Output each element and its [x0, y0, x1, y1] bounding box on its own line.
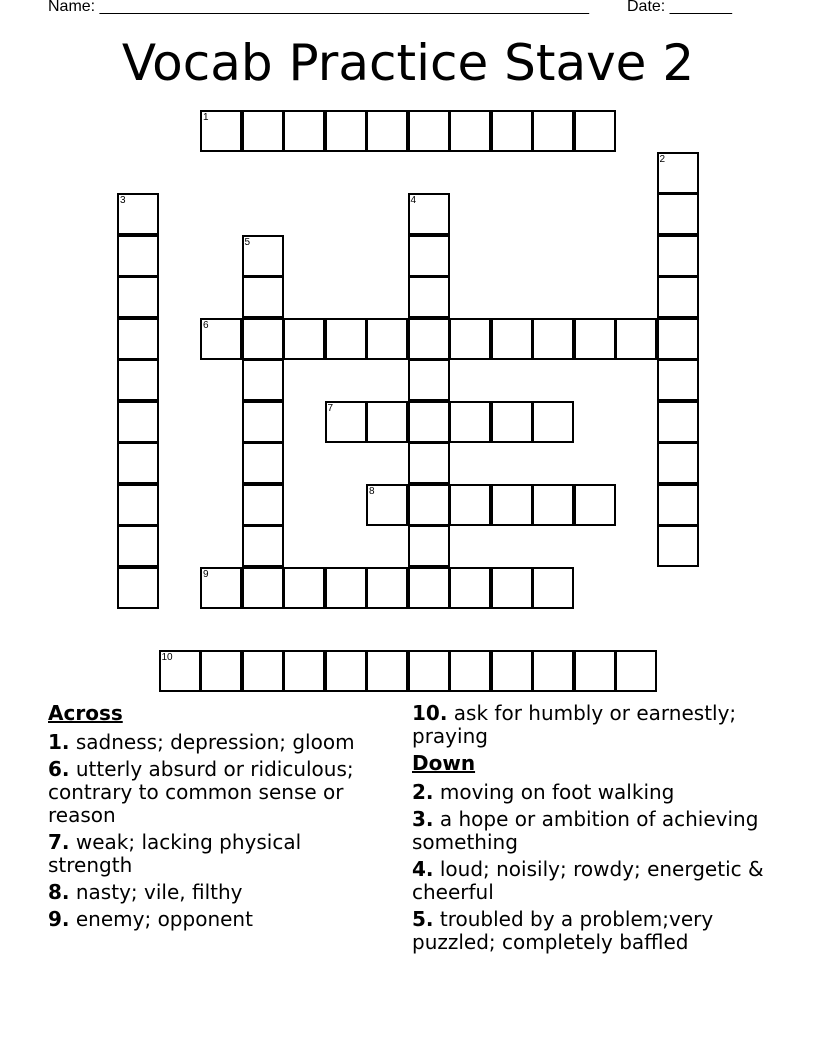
clue-number-label: 6 — [203, 319, 209, 331]
clue-text: weak; lacking physical strength — [48, 830, 302, 877]
crossword-cell[interactable] — [657, 318, 699, 360]
crossword-cell[interactable] — [449, 401, 491, 443]
crossword-cell[interactable] — [657, 484, 699, 526]
clue-text: sadness; depression; gloom — [75, 730, 355, 754]
crossword-cell[interactable] — [574, 650, 616, 692]
crossword-cell[interactable] — [532, 401, 574, 443]
crossword-cell[interactable] — [408, 484, 450, 526]
crossword-cell[interactable] — [325, 567, 367, 609]
crossword-cell[interactable] — [283, 318, 325, 360]
crossword-cell[interactable] — [117, 193, 159, 235]
clue-number: 9. — [48, 907, 70, 931]
clue-text: ask for humbly or earnestly; praying — [412, 701, 737, 748]
crossword-cell[interactable] — [242, 318, 284, 360]
clue-number: 6. — [48, 757, 70, 781]
crossword-cell[interactable] — [491, 650, 533, 692]
crossword-cell[interactable] — [117, 235, 159, 277]
crossword-cell[interactable] — [117, 276, 159, 318]
crossword-cell[interactable] — [491, 484, 533, 526]
crossword-cell[interactable] — [242, 484, 284, 526]
crossword-cell[interactable] — [574, 484, 616, 526]
clue-across-7 — [48, 831, 388, 877]
crossword-cell[interactable] — [366, 318, 408, 360]
clue-number-label: 9 — [203, 568, 209, 580]
crossword-cell[interactable] — [200, 567, 242, 609]
crossword-cell[interactable] — [491, 401, 533, 443]
clue-across-6 — [48, 758, 388, 827]
clue-across-10 — [412, 702, 772, 748]
crossword-cell[interactable] — [242, 650, 284, 692]
down-heading: Down — [412, 751, 476, 775]
crossword-cell[interactable] — [574, 318, 616, 360]
crossword-cell[interactable] — [657, 401, 699, 443]
clue-text: troubled by a problem;very puzzled; completely baffled — [412, 907, 714, 954]
clue-down-4 — [412, 858, 772, 904]
crossword-cell[interactable] — [200, 650, 242, 692]
crossword-cell[interactable] — [366, 650, 408, 692]
crossword-cell[interactable] — [657, 525, 699, 567]
crossword-cell[interactable] — [532, 567, 574, 609]
crossword-cell[interactable] — [532, 484, 574, 526]
clue-number: 10. — [412, 701, 448, 725]
crossword-cell[interactable] — [325, 318, 367, 360]
crossword-cell[interactable] — [532, 318, 574, 360]
page-title: Vocab Practice Stave 2 — [121, 34, 695, 92]
crossword-cell[interactable] — [117, 567, 159, 609]
crossword-cell[interactable] — [657, 152, 699, 194]
name-field-line: Name: _______________________________________________________ — [48, 0, 589, 15]
crossword-cell[interactable] — [449, 484, 491, 526]
crossword-cell[interactable] — [408, 235, 450, 277]
crossword-cell[interactable] — [408, 110, 450, 152]
crossword-cell[interactable] — [283, 650, 325, 692]
crossword-cell[interactable] — [242, 110, 284, 152]
crossword-cell[interactable] — [449, 110, 491, 152]
crossword-cell[interactable] — [574, 110, 616, 152]
crossword-cell[interactable] — [408, 650, 450, 692]
clues-right-column — [412, 702, 772, 958]
crossword-cell[interactable] — [242, 359, 284, 401]
crossword-cell[interactable] — [242, 525, 284, 567]
crossword-cell[interactable] — [491, 567, 533, 609]
clue-number-label: 5 — [244, 236, 251, 248]
clues-left-column — [48, 702, 388, 935]
crossword-cell[interactable] — [408, 525, 450, 567]
clue-number-label: 2 — [659, 153, 666, 165]
clue-across-8 — [48, 881, 388, 904]
crossword-cell[interactable] — [325, 650, 367, 692]
clue-down-3 — [412, 808, 772, 854]
across-heading: Across — [48, 701, 123, 725]
crossword-cell[interactable] — [117, 484, 159, 526]
crossword-cell[interactable] — [117, 442, 159, 484]
crossword-cell[interactable] — [366, 567, 408, 609]
clue-text: loud; noisily; rowdy; energetic & cheerful — [412, 857, 764, 904]
crossword-cell[interactable] — [408, 442, 450, 484]
crossword-cell[interactable] — [449, 567, 491, 609]
clue-number-label: 7 — [327, 402, 334, 414]
crossword-cell[interactable] — [408, 401, 450, 443]
clue-number: 3. — [412, 807, 434, 831]
clue-number: 1. — [48, 730, 70, 754]
clue-down-2 — [412, 781, 772, 804]
crossword-cell[interactable] — [615, 318, 657, 360]
crossword-cell[interactable] — [242, 401, 284, 443]
clue-number: 4. — [412, 857, 434, 881]
crossword-cell[interactable] — [615, 650, 657, 692]
clue-number-label: 4 — [410, 195, 417, 206]
crossword-cell[interactable] — [242, 276, 284, 318]
crossword-cell[interactable] — [242, 235, 284, 277]
crossword-cell[interactable] — [325, 110, 367, 152]
crossword-cell[interactable] — [408, 318, 450, 360]
crossword-cell[interactable] — [532, 110, 574, 152]
crossword-cell[interactable] — [117, 318, 159, 360]
crossword-cell[interactable] — [532, 650, 574, 692]
clue-number-label: 1 — [203, 112, 209, 123]
crossword-cell[interactable] — [657, 193, 699, 235]
clue-number: 8. — [48, 880, 70, 904]
crossword-cell[interactable] — [117, 359, 159, 401]
clue-text: enemy; opponent — [75, 907, 253, 931]
crossword-cell[interactable] — [366, 110, 408, 152]
clue-number-label: 8 — [369, 485, 375, 497]
crossword-cell[interactable] — [449, 650, 491, 692]
clue-down-5 — [412, 908, 772, 954]
crossword-cell[interactable] — [283, 110, 325, 152]
crossword-cell[interactable] — [117, 525, 159, 567]
clue-text: a hope or ambition of achieving something — [412, 807, 759, 854]
crossword-cell[interactable] — [408, 193, 450, 235]
clue-number: 2. — [412, 780, 434, 804]
crossword-cell[interactable] — [408, 359, 450, 401]
crossword-cell[interactable] — [657, 235, 699, 277]
crossword-cell[interactable] — [242, 567, 284, 609]
crossword-cell[interactable] — [200, 110, 242, 152]
clue-number: 5. — [412, 907, 434, 931]
crossword-cell[interactable] — [408, 276, 450, 318]
clue-across-9 — [48, 908, 388, 931]
clue-text: moving on foot walking — [439, 780, 675, 804]
clue-text: nasty; vile, filthy — [75, 880, 243, 904]
crossword-cell[interactable] — [657, 359, 699, 401]
crossword-cell[interactable] — [325, 401, 367, 443]
crossword-cell[interactable] — [159, 650, 201, 692]
crossword-cell[interactable] — [366, 401, 408, 443]
clue-number: 7. — [48, 830, 70, 854]
clue-number-label: 10 — [161, 651, 173, 663]
clue-number-label: 3 — [120, 195, 126, 206]
clue-across-1 — [48, 731, 388, 754]
crossword-cell[interactable] — [117, 401, 159, 443]
crossword-cell[interactable] — [657, 442, 699, 484]
crossword-cell[interactable] — [449, 318, 491, 360]
crossword-cell[interactable] — [491, 318, 533, 360]
crossword-cell[interactable] — [408, 567, 450, 609]
clue-text: utterly absurd or ridiculous; contrary to common sense or reason — [48, 757, 354, 827]
crossword-cell[interactable] — [283, 567, 325, 609]
crossword-cell[interactable] — [657, 276, 699, 318]
crossword-cell[interactable] — [200, 318, 242, 360]
crossword-cell[interactable] — [242, 442, 284, 484]
crossword-cell[interactable] — [491, 110, 533, 152]
date-field-line: Date: _______ — [627, 0, 732, 15]
crossword-cell[interactable] — [366, 484, 408, 526]
